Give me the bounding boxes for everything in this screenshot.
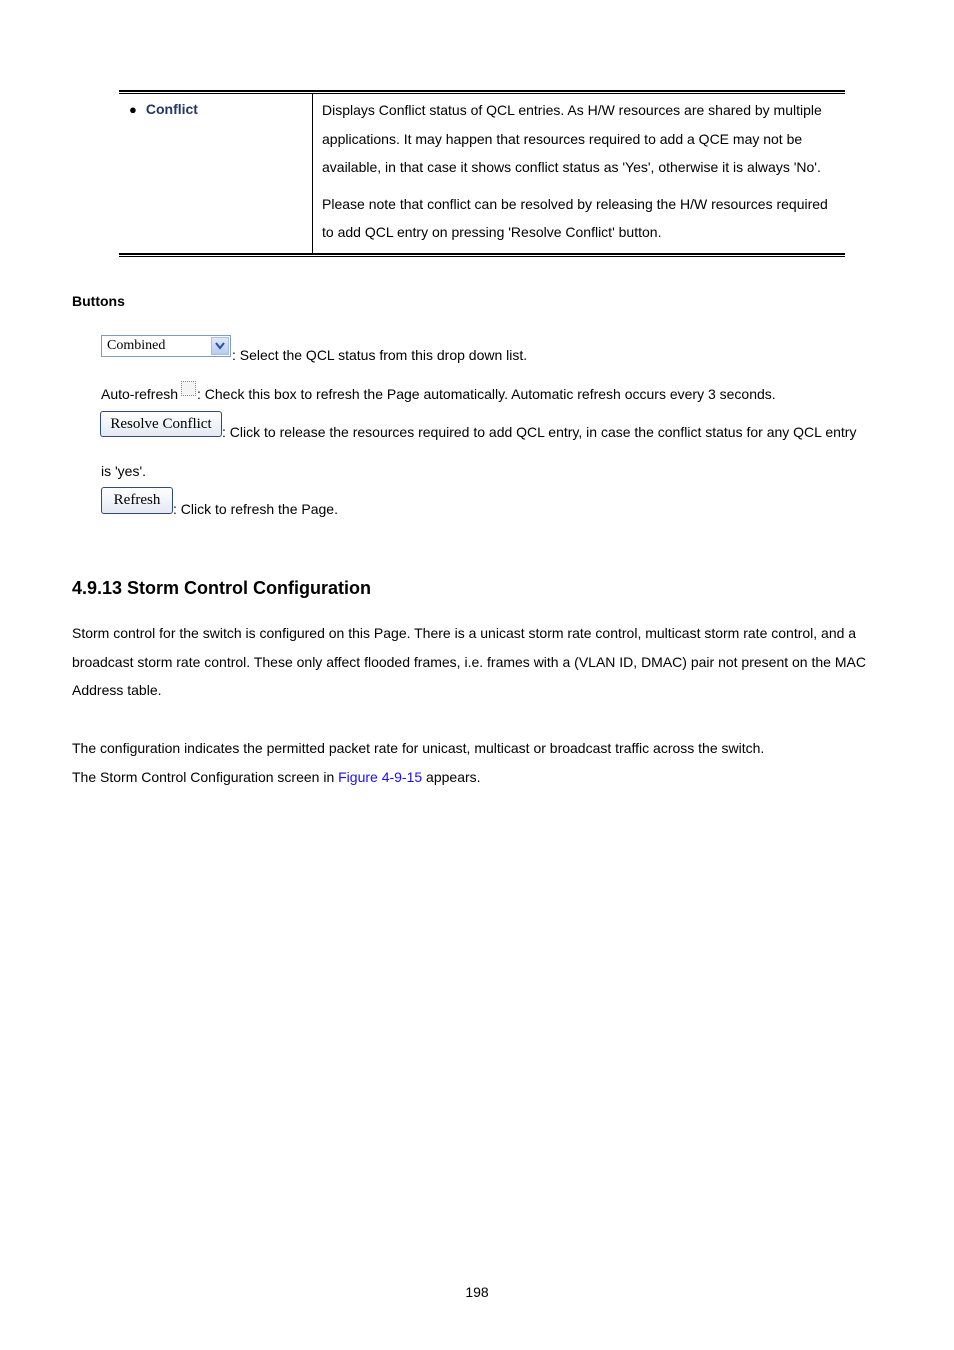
description-cell [322, 96, 842, 247]
select-value: Combined [107, 338, 166, 353]
term-cell [129, 101, 198, 117]
refresh-description: : Click to refresh the Page. [173, 501, 338, 517]
description-paragraph-2: Please note that conflict can be resolved by releasing the H/W resources required to add QCL entry on pressing 'Resolve Conflict' button. [322, 195, 828, 240]
refresh-button[interactable]: Refresh [101, 487, 173, 514]
term-label: Conflict [145, 101, 198, 117]
figure-ref-after: appears. [422, 768, 481, 785]
chevron-down-icon[interactable] [211, 337, 229, 355]
select-description: : Select the QCL status from this drop down list. [232, 347, 528, 363]
table-bottom-rule [119, 253, 845, 257]
autorefresh-description: : Check this box to refresh the Page automatically. Automatic refresh occurs every 3 seconds. [197, 386, 776, 402]
table-column-divider [312, 94, 313, 253]
storm-control-intro [72, 619, 887, 705]
page-number: 198 [465, 1284, 489, 1300]
figure-ref-before: The Storm Control Configuration screen in [72, 768, 339, 785]
configuration-paragraph: The configuration indicates the permitted packet rate for unicast, multicast or broadcast traffic across the switch. [72, 740, 765, 756]
autorefresh-checkbox[interactable] [181, 381, 196, 396]
qcl-status-select[interactable] [101, 335, 231, 357]
bullet-icon: ● [129, 102, 137, 117]
resolve-conflict-button[interactable]: Resolve Conflict [100, 411, 222, 437]
figure-link[interactable]: Figure 4-9-15 [338, 768, 423, 785]
figure-reference-paragraph [72, 763, 887, 792]
resolve-description-continued: is 'yes'. [101, 463, 147, 479]
table-top-rule [119, 90, 845, 94]
resolve-description: : Click to release the resources required to add QCL entry, in case the conflict status for any QCL entry [222, 424, 857, 440]
section-heading: 4.9.13 Storm Control Configuration [72, 578, 372, 598]
intro-paragraph: Storm control for the switch is configured on this Page. There is a unicast storm rate control, multicast storm rate control, and a broadcast storm rate control. These only affect flooded frames, i.e. frames with a (VLAN ID, DMAC) pair not present on the MAC Address table. [72, 625, 866, 698]
autorefresh-label: Auto-refresh [101, 386, 179, 402]
storm-control-details [72, 734, 887, 791]
description-paragraph-1: Displays Conflict status of QCL entries. As H/W resources are shared by multiple applications. It may happen that resources required to add a QCE may not be available, in that case it shows conflict status as 'Yes', otherwise it is always 'No'. [322, 102, 822, 175]
buttons-section-label: Buttons [72, 293, 125, 309]
parameter-table [119, 90, 845, 258]
